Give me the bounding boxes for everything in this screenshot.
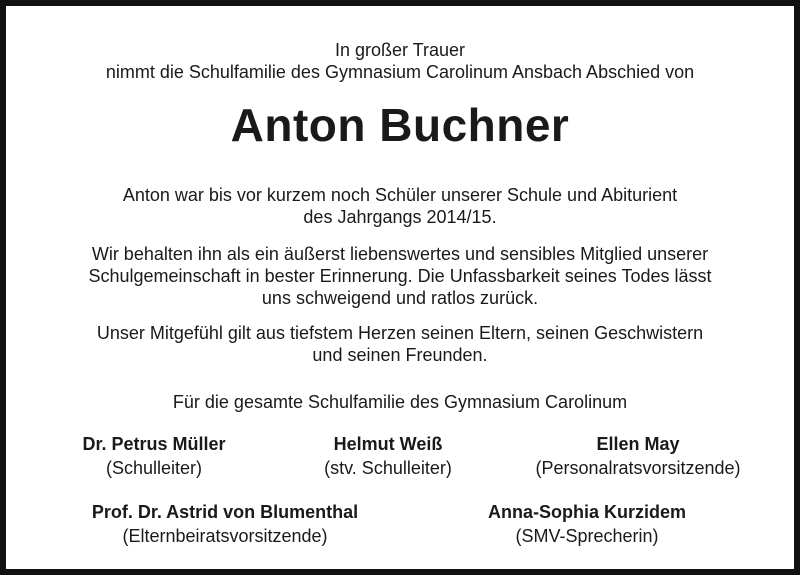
signatory-staff-council <box>535 432 740 480</box>
intro-line: In großer Trauer <box>334 40 466 60</box>
paragraph-line: uns schweigend und ratlos zurück. <box>261 288 539 308</box>
signatory-role: (Elternbeiratsvorsitzende) <box>122 526 328 546</box>
paragraph-line: Schulgemeinschaft in bester Erinnerung. Die Unfassbarkeit seines Todes lässt <box>88 266 712 286</box>
paragraph-line: und seinen Freunden. <box>312 345 488 365</box>
paragraph-line: des Jahrgangs 2014/15. <box>303 207 497 227</box>
paragraph-line: Unser Mitgefühl gilt aus tiefstem Herzen seinen Eltern, seinen Geschwistern <box>96 323 704 343</box>
signatory-principal <box>82 432 225 480</box>
signatory-role: (Personalratsvorsitzende) <box>535 458 741 478</box>
signatory-name: Ellen May <box>596 434 680 454</box>
deceased-name: Anton Buchner <box>230 99 570 151</box>
signatory-name: Anna-Sophia Kurzidem <box>487 502 687 522</box>
paragraph-line: Anton war bis vor kurzem noch Schüler unserer Schule und Abiturient <box>122 185 678 205</box>
signatory-role: (Schulleiter) <box>105 458 203 478</box>
paragraph-line: Wir behalten ihn als ein äußerst liebenswertes und sensibles Mitglied unserer <box>91 244 709 264</box>
signatory-role: (SMV-Sprecherin) <box>515 526 659 546</box>
signatory-parents-council <box>92 500 358 548</box>
signatory-name: Helmut Weiß <box>333 434 443 454</box>
signatory-name: Prof. Dr. Astrid von Blumenthal <box>91 502 359 522</box>
signatory-student-council <box>488 500 686 548</box>
intro-text <box>6 39 794 83</box>
signatory-role: (stv. Schulleiter) <box>324 458 452 478</box>
signatory-name: Dr. Petrus Müller <box>82 434 226 454</box>
intro-line: nimmt die Schulfamilie des Gymnasium Carolinum Ansbach Abschied von <box>105 62 695 82</box>
paragraph-remembrance <box>6 243 794 309</box>
signatory-deputy-principal <box>324 432 452 480</box>
closing-line: Für die gesamte Schulfamilie des Gymnasium Carolinum <box>172 392 628 412</box>
paragraph-student-info <box>6 184 794 228</box>
paragraph-condolence <box>6 322 794 366</box>
